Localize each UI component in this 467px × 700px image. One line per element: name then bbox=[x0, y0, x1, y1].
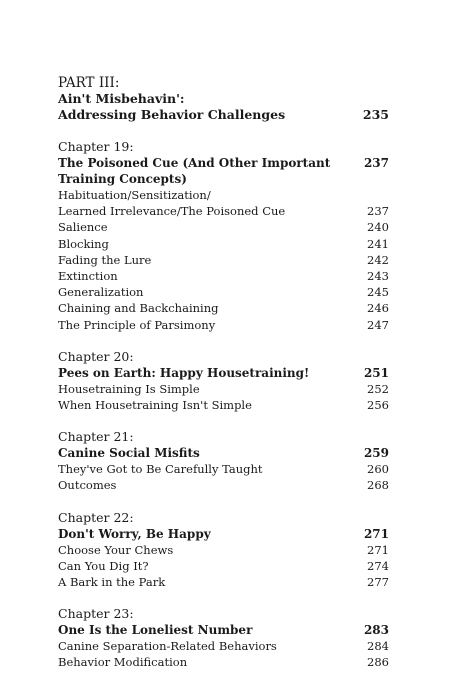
chapter-block bbox=[58, 606, 389, 670]
toc-entry bbox=[58, 654, 389, 670]
toc-entry-title: Learned Irrelevance/The Poisoned Cue bbox=[58, 204, 286, 219]
toc-entry-title: Chaining and Backchaining bbox=[58, 301, 219, 316]
chapter-title: Pees on Earth: Happy Housetraining! bbox=[58, 365, 310, 380]
chapter-block bbox=[58, 429, 389, 493]
toc-entry-page-number: 242 bbox=[367, 252, 389, 267]
toc-entry bbox=[58, 187, 389, 203]
chapter-label: Chapter 21: bbox=[58, 429, 134, 445]
toc-entry-title: Blocking bbox=[58, 236, 109, 251]
toc-entry-page-number: 256 bbox=[367, 398, 389, 413]
part-title-line1: Ain't Misbehavin': bbox=[58, 91, 185, 106]
toc-entry bbox=[58, 574, 389, 590]
toc-entry-title: Fading the Lure bbox=[58, 252, 152, 267]
toc-entry bbox=[58, 461, 389, 477]
toc-entry-title: The Principle of Parsimony bbox=[58, 317, 216, 332]
toc-entry-page-number: 286 bbox=[367, 655, 389, 670]
toc-entry-title: Housetraining Is Simple bbox=[58, 381, 200, 396]
chapter-block bbox=[58, 349, 389, 413]
toc-entry-page-number: 237 bbox=[367, 204, 389, 219]
toc-entry bbox=[58, 477, 389, 493]
toc-entry-page-number: 246 bbox=[367, 301, 389, 316]
part-label: PART III: bbox=[58, 75, 120, 91]
toc-entry-title: Canine Separation-Related Behaviors bbox=[58, 639, 277, 654]
toc-entry-page-number: 268 bbox=[367, 478, 389, 493]
part-title-row bbox=[58, 107, 389, 123]
chapter-label: Chapter 23: bbox=[58, 606, 134, 622]
chapter-block bbox=[58, 510, 389, 591]
chapter-title-row bbox=[58, 445, 389, 461]
chapter-title-row bbox=[58, 365, 389, 381]
toc-entry-title: Behavior Modification bbox=[58, 655, 188, 670]
toc-entry-page-number: 243 bbox=[367, 269, 389, 284]
chapter-title-row bbox=[58, 155, 389, 187]
toc-entry-title: A Bark in the Park bbox=[58, 575, 166, 590]
toc-entry-page-number: 240 bbox=[367, 220, 389, 235]
toc-entry bbox=[58, 317, 389, 333]
chapter-title-row bbox=[58, 526, 389, 542]
toc-entry bbox=[58, 219, 389, 235]
toc-entry-title: Can You Dig It? bbox=[58, 558, 149, 573]
chapter-label: Chapter 20: bbox=[58, 348, 134, 364]
chapter-page-number: 283 bbox=[363, 623, 389, 638]
part-header bbox=[58, 75, 389, 123]
toc-entry-page-number: 247 bbox=[367, 317, 389, 332]
toc-entry-page-number: 284 bbox=[367, 639, 389, 654]
toc-entry bbox=[58, 203, 389, 219]
chapter-title-row bbox=[58, 622, 389, 638]
toc-entry-page-number: 277 bbox=[367, 575, 389, 590]
toc-entry bbox=[58, 284, 389, 300]
chapter-page-number: 251 bbox=[363, 365, 389, 380]
toc-entry-title: Habituation/Sensitization/ bbox=[58, 188, 211, 202]
toc-entry-page-number: 252 bbox=[367, 381, 389, 396]
part-title-line2: Addressing Behavior Challenges bbox=[58, 107, 286, 122]
toc-entry-page-number: 245 bbox=[367, 285, 389, 300]
toc-entry-title: When Housetraining Isn't Simple bbox=[58, 398, 252, 413]
toc-entry-page-number: 274 bbox=[367, 558, 389, 573]
toc-entry-title: They've Got to Be Carefully Taught bbox=[58, 462, 263, 477]
toc-entry-page-number: 271 bbox=[367, 542, 389, 557]
toc-entry-title: Extinction bbox=[58, 269, 118, 284]
chapter-title: Canine Social Misfits bbox=[58, 446, 200, 461]
chapter-page-number: 237 bbox=[363, 156, 389, 170]
chapter-title: The Poisoned Cue (And Other Important Training Concepts) bbox=[58, 156, 331, 186]
toc-entry-title: Salience bbox=[58, 220, 108, 235]
toc-entry bbox=[58, 268, 389, 284]
chapter-label: Chapter 19: bbox=[58, 139, 134, 154]
toc-entry bbox=[58, 300, 389, 316]
toc-entry bbox=[58, 558, 389, 574]
toc-entry bbox=[58, 397, 389, 413]
part-page-number: 235 bbox=[362, 107, 389, 122]
chapter-title: One Is the Loneliest Number bbox=[58, 623, 253, 638]
toc-entry-title: Generalization bbox=[58, 285, 144, 300]
chapter-page-number: 259 bbox=[363, 446, 389, 461]
toc-entry-page-number: 260 bbox=[367, 462, 389, 477]
chapter-block bbox=[58, 139, 389, 333]
toc-entry bbox=[58, 381, 389, 397]
toc-entry bbox=[58, 252, 389, 268]
toc-entry-page-number: 241 bbox=[367, 236, 389, 251]
toc-entry-title: Choose Your Chews bbox=[58, 542, 174, 557]
chapter-list bbox=[58, 139, 389, 671]
toc-entry bbox=[58, 638, 389, 654]
toc-entry-title: Outcomes bbox=[58, 478, 117, 493]
toc-entry bbox=[58, 542, 389, 558]
table-of-contents bbox=[58, 75, 389, 671]
chapter-label: Chapter 22: bbox=[58, 509, 134, 525]
toc-entry bbox=[58, 236, 389, 252]
chapter-title: Don't Worry, Be Happy bbox=[58, 526, 211, 541]
chapter-page-number: 271 bbox=[363, 526, 389, 541]
